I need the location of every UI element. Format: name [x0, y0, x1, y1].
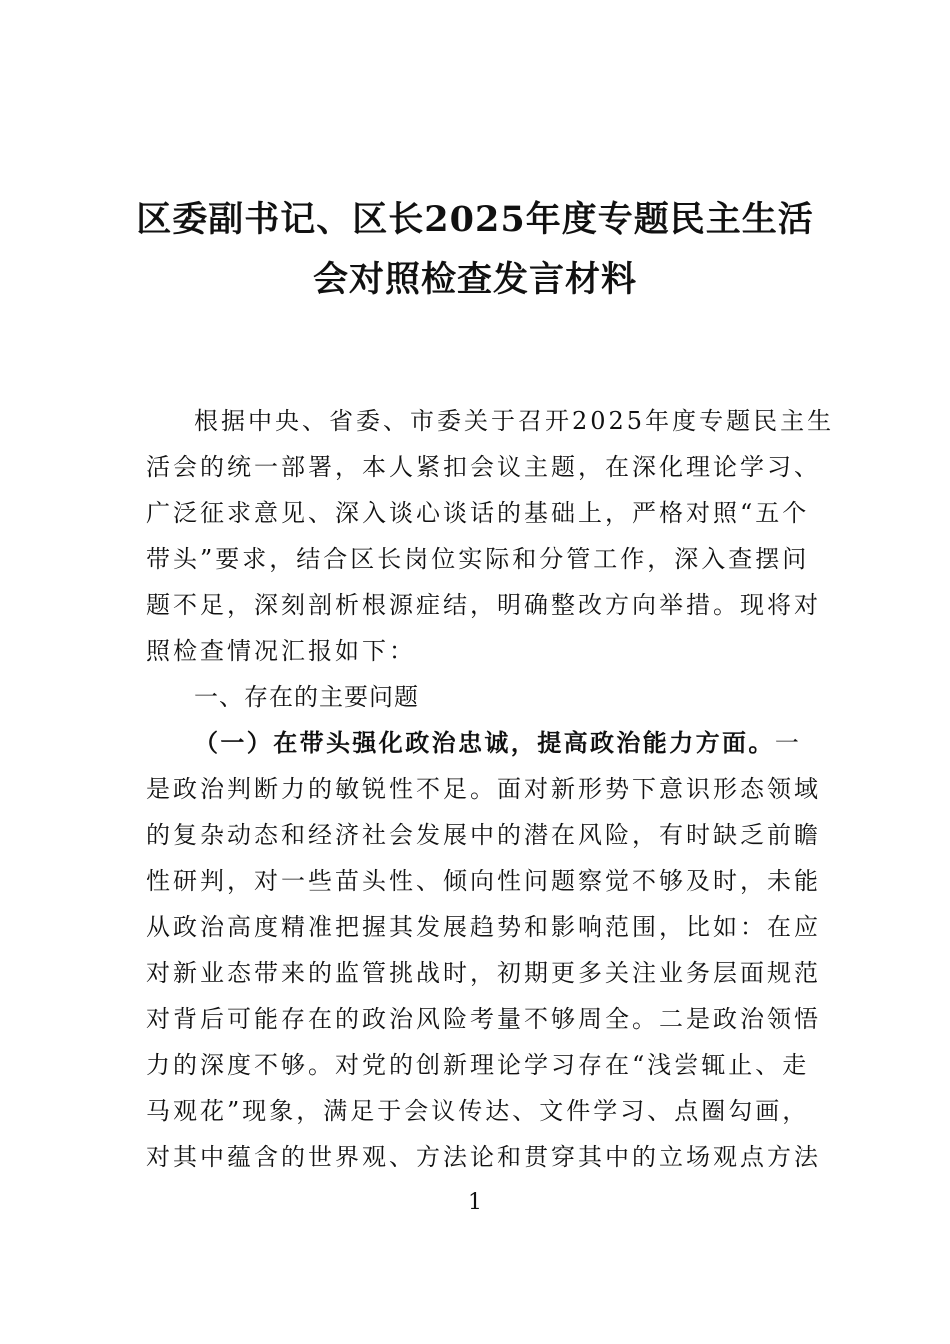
intro-line: 根据中央、省委、市委关于召开2025年度专题民主生 [194, 407, 835, 435]
intro-line: 照检查情况汇报如下： [146, 637, 416, 665]
title-line-1: 区委副书记、区长2025年度专题民主生活 [136, 199, 814, 240]
document-title [120, 190, 830, 310]
intro-line: 广泛征求意见、深入谈心谈话的基础上，严格对照“五个 [146, 499, 810, 527]
subsection-line: 的复杂动态和经济社会发展中的潜在风险，有时缺乏前瞻 [146, 821, 821, 849]
subsection-line: 对背后可能存在的政治风险考量不够周全。二是政治领悟 [146, 1005, 821, 1033]
subsection-line: 对其中蕴含的世界观、方法论和贯穿其中的立场观点方法 [146, 1143, 821, 1171]
subsection-line: 是政治判断力的敏锐性不足。面对新形势下意识形态领域 [146, 775, 821, 803]
subsection-line: 力的深度不够。对党的创新理论学习存在“浅尝辄止、走 [146, 1051, 810, 1079]
subsection-first-line [146, 720, 806, 766]
intro-line: 题不足，深刻剖析根源症结，明确整改方向举措。现将对 [146, 591, 821, 619]
subsection-paragraph [146, 720, 821, 1180]
subsection-line: 对新业态带来的监管挑战时，初期更多关注业务层面规范 [146, 959, 821, 987]
page-number: 1 [468, 1190, 482, 1215]
section-heading: 一、存在的主要问题 [194, 683, 419, 711]
title-line-2: 会对照检查发言材料 [312, 259, 637, 300]
intro-paragraph [146, 398, 835, 674]
subsection-line: 从政治高度精准把握其发展趋势和影响范围，比如：在应 [146, 913, 821, 941]
intro-line: 带头”要求，结合区长岗位实际和分管工作，深入查摆问 [146, 545, 810, 573]
subsection-heading: （一）在带头强化政治忠诚，提高政治能力方面。 [194, 728, 775, 757]
subsection-line: 马观花”现象，满足于会议传达、文件学习、点圈勾画， [146, 1097, 810, 1125]
document-body [146, 398, 835, 1180]
subsection-line: 性研判，对一些苗头性、倾向性问题察觉不够及时，未能 [146, 867, 821, 895]
subsection-first-tail: 一 [774, 729, 802, 757]
intro-line: 活会的统一部署，本人紧扣会议主题，在深化理论学习、 [146, 453, 821, 481]
